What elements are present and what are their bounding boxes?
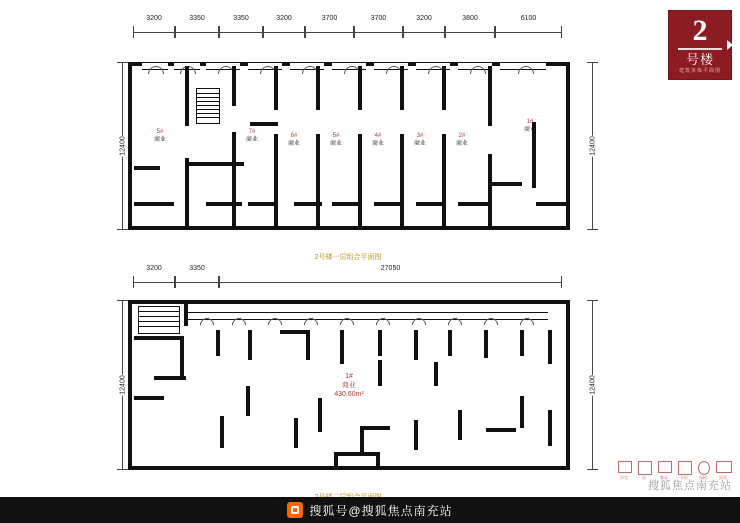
interior-wall-stub bbox=[134, 336, 184, 340]
partition-wall bbox=[488, 66, 492, 126]
interior-wall-stub bbox=[206, 202, 242, 206]
column bbox=[548, 330, 552, 364]
dimension-segment: 3800 bbox=[445, 26, 495, 38]
column bbox=[484, 330, 488, 358]
column bbox=[414, 330, 418, 360]
column bbox=[246, 386, 250, 416]
dimension-segment: 3700 bbox=[305, 26, 354, 38]
footer-bar bbox=[0, 497, 740, 523]
partition-wall bbox=[185, 158, 189, 226]
interior-wall-stub bbox=[134, 396, 164, 400]
exterior-wall-right bbox=[566, 62, 570, 230]
interior-wall-stub bbox=[488, 182, 522, 186]
exterior-wall-bottom bbox=[128, 466, 570, 470]
column bbox=[340, 330, 344, 364]
column bbox=[458, 410, 462, 440]
interior-wall-stub bbox=[134, 202, 174, 206]
partition-wall bbox=[400, 66, 404, 110]
floor2-right-dimension: 12400 bbox=[586, 300, 600, 470]
interior-wall-stub bbox=[180, 336, 184, 376]
interior-wall-stub bbox=[134, 166, 160, 170]
unit-area-label: 1# 商业 430.60m² bbox=[334, 373, 364, 398]
sofa-icon bbox=[618, 461, 632, 473]
unit-label: 5# 商业 bbox=[153, 129, 166, 143]
interior-wall-stub bbox=[188, 162, 244, 166]
legend-label: 床 bbox=[642, 475, 646, 480]
badge-arrow-icon bbox=[727, 40, 733, 50]
interior-wall-stub bbox=[248, 202, 278, 206]
column bbox=[220, 416, 224, 448]
column bbox=[294, 418, 298, 448]
interior-wall-stub bbox=[536, 202, 566, 206]
floor1-top-dimension-row bbox=[133, 15, 562, 40]
dimension-segment: 27050 bbox=[219, 276, 562, 288]
plant-icon bbox=[698, 461, 710, 475]
interior-wall-stub bbox=[374, 202, 404, 206]
exterior-wall-top bbox=[128, 300, 570, 304]
building-label: 号楼 bbox=[685, 52, 714, 67]
column bbox=[520, 396, 524, 428]
unit-label: 2# 商业 bbox=[455, 133, 468, 147]
exterior-wall-left bbox=[128, 300, 132, 470]
beam bbox=[360, 426, 390, 430]
unit-label: 4# 商业 bbox=[371, 133, 384, 147]
badge-divider bbox=[678, 48, 722, 50]
building-number: 2 bbox=[692, 14, 708, 47]
partition-wall bbox=[232, 132, 236, 226]
beam bbox=[486, 428, 516, 432]
dimension-segment: 3200 bbox=[403, 26, 445, 38]
wardrobe-icon bbox=[678, 461, 692, 475]
partition-wall bbox=[185, 66, 189, 126]
table-icon bbox=[658, 461, 672, 473]
column bbox=[360, 426, 364, 452]
column bbox=[306, 330, 310, 360]
legend-label: 沙发 bbox=[620, 475, 628, 480]
partition-wall bbox=[442, 66, 446, 110]
partition-wall bbox=[358, 66, 362, 110]
interior-wall-stub bbox=[250, 122, 278, 126]
dimension-segment: 6100 bbox=[495, 26, 562, 38]
dimension-segment: 3700 bbox=[354, 26, 403, 38]
unit-label: 1# 商业 bbox=[523, 119, 536, 133]
column bbox=[248, 330, 252, 360]
partition-wall bbox=[232, 66, 236, 106]
stair-icon bbox=[196, 88, 220, 124]
partition-wall bbox=[316, 66, 320, 110]
entry-wall bbox=[334, 452, 380, 456]
column bbox=[520, 330, 524, 356]
floor2-top-dimension-row bbox=[133, 265, 562, 290]
legend-label: 餐桌 bbox=[660, 475, 668, 480]
interior-wall-stub bbox=[458, 202, 492, 206]
floor1-left-dimension: 12400 bbox=[116, 62, 130, 230]
interior-wall-stub bbox=[294, 202, 322, 206]
dimension-segment: 3350 bbox=[175, 276, 219, 288]
exterior-wall-right bbox=[566, 300, 570, 470]
column bbox=[448, 330, 452, 356]
floor1-plan bbox=[128, 62, 570, 230]
entry-wall bbox=[376, 452, 380, 470]
interior-wall-stub bbox=[154, 376, 186, 380]
column bbox=[216, 330, 220, 356]
interior-wall-stub bbox=[332, 202, 362, 206]
column bbox=[318, 398, 322, 432]
floor2-left-dimension: 12400 bbox=[116, 300, 130, 470]
watermark: 搜狐焦点南充站 bbox=[648, 480, 732, 492]
legend-label: 厨具 bbox=[719, 475, 727, 480]
exterior-wall-bottom bbox=[128, 226, 570, 230]
beam bbox=[280, 330, 306, 334]
unit-label: 3# 商业 bbox=[413, 133, 426, 147]
column bbox=[378, 330, 382, 356]
exterior-wall-left bbox=[128, 62, 132, 230]
floor2-plan bbox=[128, 300, 570, 470]
floor1-caption: 2号楼一层组合平面图 bbox=[314, 254, 382, 261]
column bbox=[434, 362, 438, 386]
dimension-segment: 3200 bbox=[133, 26, 175, 38]
dimension-segment: 3350 bbox=[219, 26, 263, 38]
badge-subtitle: 建筑单体平面图 bbox=[678, 68, 721, 74]
interior-wall-stub bbox=[416, 202, 446, 206]
partition-wall bbox=[184, 304, 188, 326]
partition-wall bbox=[274, 66, 278, 110]
unit-label: 6# 商业 bbox=[287, 133, 300, 147]
partition-wall bbox=[488, 154, 492, 226]
dimension-segment: 3200 bbox=[133, 276, 175, 288]
legend-label: 绿植 bbox=[699, 475, 707, 480]
dimension-segment: 3350 bbox=[175, 26, 219, 38]
legend-label: 衣柜 bbox=[680, 475, 688, 480]
unit-label: 5# 商业 bbox=[329, 133, 342, 147]
stair-icon bbox=[138, 306, 180, 334]
unit-label: 7# 商业 bbox=[245, 129, 258, 143]
bed-icon bbox=[638, 461, 652, 475]
dimension-segment: 3200 bbox=[263, 26, 305, 38]
column bbox=[548, 410, 552, 446]
building-badge bbox=[668, 10, 732, 80]
floor1-right-dimension: 12400 bbox=[586, 62, 600, 230]
kitchen-icon bbox=[716, 461, 732, 473]
footer-brand: 搜狐号@搜狐焦点南充站 bbox=[309, 503, 453, 518]
sohu-logo-icon bbox=[287, 502, 303, 518]
column bbox=[414, 420, 418, 450]
